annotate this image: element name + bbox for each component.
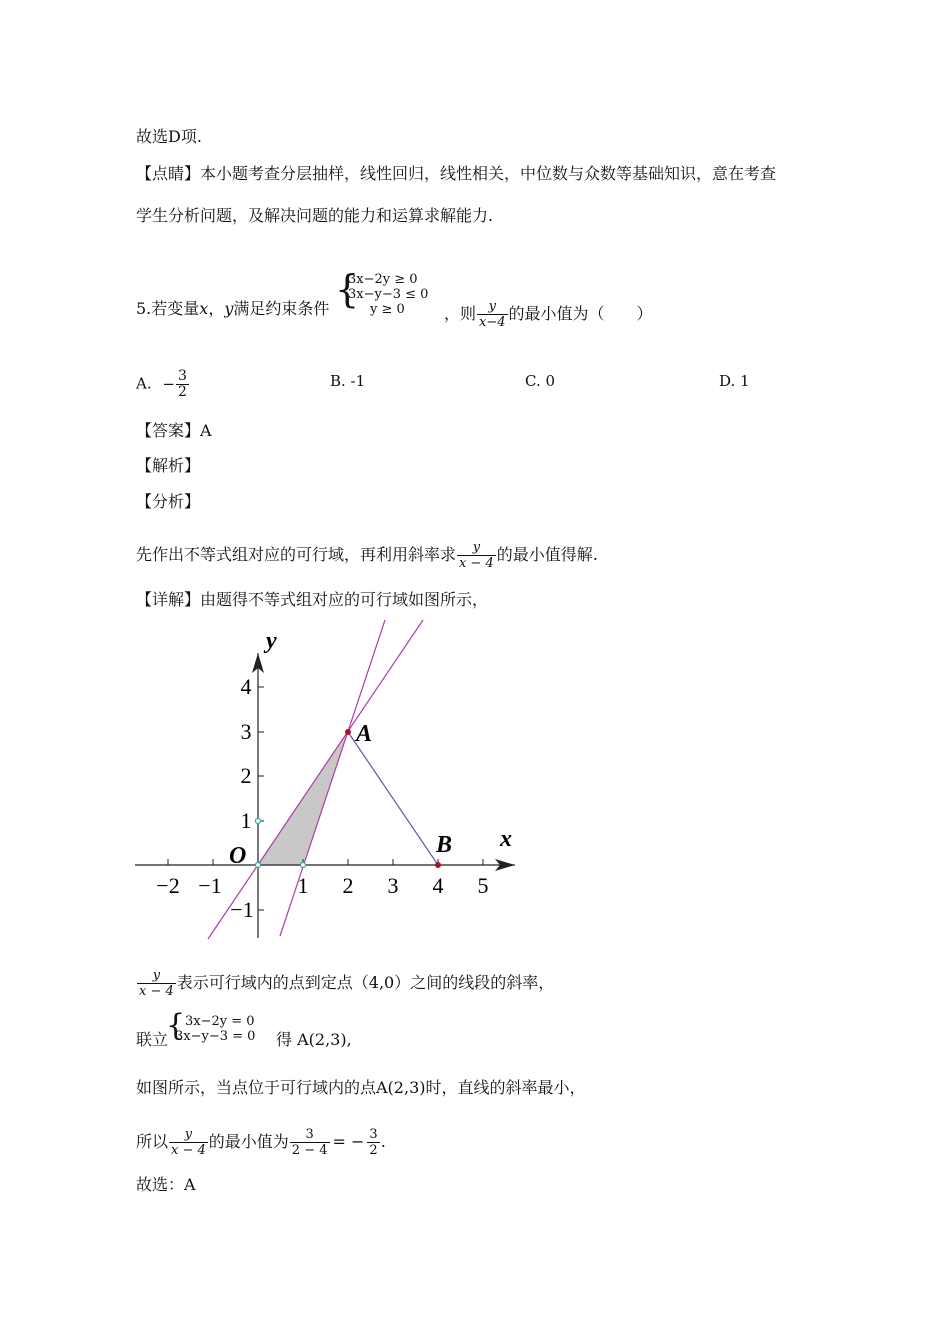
marker-y1 <box>256 819 261 824</box>
joint-eq-1: 3x−2y = 0 <box>185 1014 255 1029</box>
marker-origin <box>256 863 261 868</box>
x-tick-label: 4 <box>432 873 444 898</box>
option-b: B. -1 <box>330 372 366 390</box>
constraint-2: 3x−y−3 ≤ 0 <box>348 287 429 302</box>
var-x: x <box>199 299 209 318</box>
option-a-label: A. <box>136 374 152 393</box>
analysis-suffix: 的最小值得解. <box>496 545 598 564</box>
point-a <box>345 729 351 735</box>
question-mid: 满足约束条件 <box>233 299 330 318</box>
question-fraction: $\frac{y}{x-4}$ <box>479 299 506 330</box>
joint-result: 得 A(2,3), <box>276 1030 352 1049</box>
analysis-pre: 先作出不等式组对应的可行域，再利用斜率求 <box>136 545 457 564</box>
x-tick-label: 5 <box>477 873 489 898</box>
segment-ab <box>348 732 438 865</box>
text-line: 【点睛】本小题考查分层抽样，线性回归，线性相关，中位数与众数等基础知识，意在考查 <box>136 164 777 183</box>
text-line: 故选D项. <box>136 127 202 146</box>
question-then: ，则 <box>444 304 477 323</box>
point-b <box>435 862 441 868</box>
point-a-label: A <box>356 721 373 747</box>
axis-x-label: x <box>500 826 512 852</box>
jiexi-heading: 【解析】 <box>136 456 201 475</box>
constraint-3: y ≥ 0 <box>370 302 405 317</box>
question-prefix: 5.若变量 <box>136 299 200 318</box>
joint-pre: 联立 <box>136 1030 169 1049</box>
min-eq: = − <box>332 1132 365 1151</box>
option-c: C. 0 <box>525 372 556 390</box>
detail-line: 【详解】由题得不等式组对应的可行域如图所示， <box>136 590 489 609</box>
var-y: y <box>224 299 234 318</box>
question-tail <box>444 299 653 330</box>
option-a-fraction: $\frac{3}{2}$ <box>177 368 187 400</box>
joint-brace: { <box>166 1008 186 1043</box>
constraint-1: 3x−2y ≥ 0 <box>348 272 418 287</box>
min-mid: 的最小值为 <box>208 1132 289 1151</box>
question-5 <box>136 299 329 319</box>
final-answer: 故选：A <box>136 1175 196 1194</box>
min-value-line <box>136 1127 386 1158</box>
slope-text: 表示可行域内的点到定点（4,0）之间的线段的斜率， <box>176 973 555 992</box>
x-tick-label: −2 <box>156 873 180 898</box>
y-tick-label: 3 <box>240 719 252 744</box>
y-tick-label: 4 <box>240 674 252 699</box>
constraint-system <box>348 272 438 317</box>
x-tick-label: 3 <box>387 873 399 898</box>
comma: ， <box>208 299 225 318</box>
conclusion-line: 如图所示，当点位于可行域内的点A(2,3)时，直线的斜率最小， <box>136 1078 586 1097</box>
slope-fraction: $\frac{y}{x - 4}$ <box>139 968 174 999</box>
text-line: 学生分析问题，及解决问题的能力和运算求解能力. <box>136 206 494 225</box>
point-b-label: B <box>436 832 453 858</box>
origin-label: O <box>229 843 247 869</box>
y-tick-label: −1 <box>230 897 254 922</box>
x-tick-label: 2 <box>342 873 354 898</box>
min-fraction-1: $\frac{y}{x - 4}$ <box>171 1127 206 1158</box>
feasible-region-figure <box>130 618 530 943</box>
analysis-fraction: $\frac{y}{x - 4}$ <box>459 540 494 571</box>
option-d: D. 1 <box>719 372 750 390</box>
y-tick-label: 2 <box>240 763 252 788</box>
y-ticks <box>258 687 264 910</box>
slope-line <box>136 968 554 999</box>
marker-x1 <box>301 863 306 868</box>
fenxi-heading: 【分析】 <box>136 492 201 511</box>
min-end: . <box>380 1132 386 1151</box>
min-fraction-2: $\frac{3}{2 - 4}$ <box>291 1127 328 1158</box>
option-a: A. − $\frac{3}{2}$ <box>136 368 187 400</box>
min-pre: 所以 <box>136 1132 169 1151</box>
y-tick-label: 1 <box>240 808 252 833</box>
analysis-line <box>136 540 598 571</box>
joint-system <box>175 1014 255 1044</box>
joint-eq-2: 3x−y−3 = 0 <box>175 1029 256 1044</box>
line-3x-y-3 <box>280 620 385 936</box>
axis-y-label: y <box>266 628 277 654</box>
x-tick-label: −1 <box>198 873 222 898</box>
system-brace: { <box>335 267 360 311</box>
question-suffix: 的最小值为（ ） <box>508 304 653 323</box>
min-fraction-3: $\frac{3}{2}$ <box>369 1127 378 1158</box>
answer-line: 【答案】A <box>136 421 212 440</box>
x-tick-label: 1 <box>297 873 309 898</box>
